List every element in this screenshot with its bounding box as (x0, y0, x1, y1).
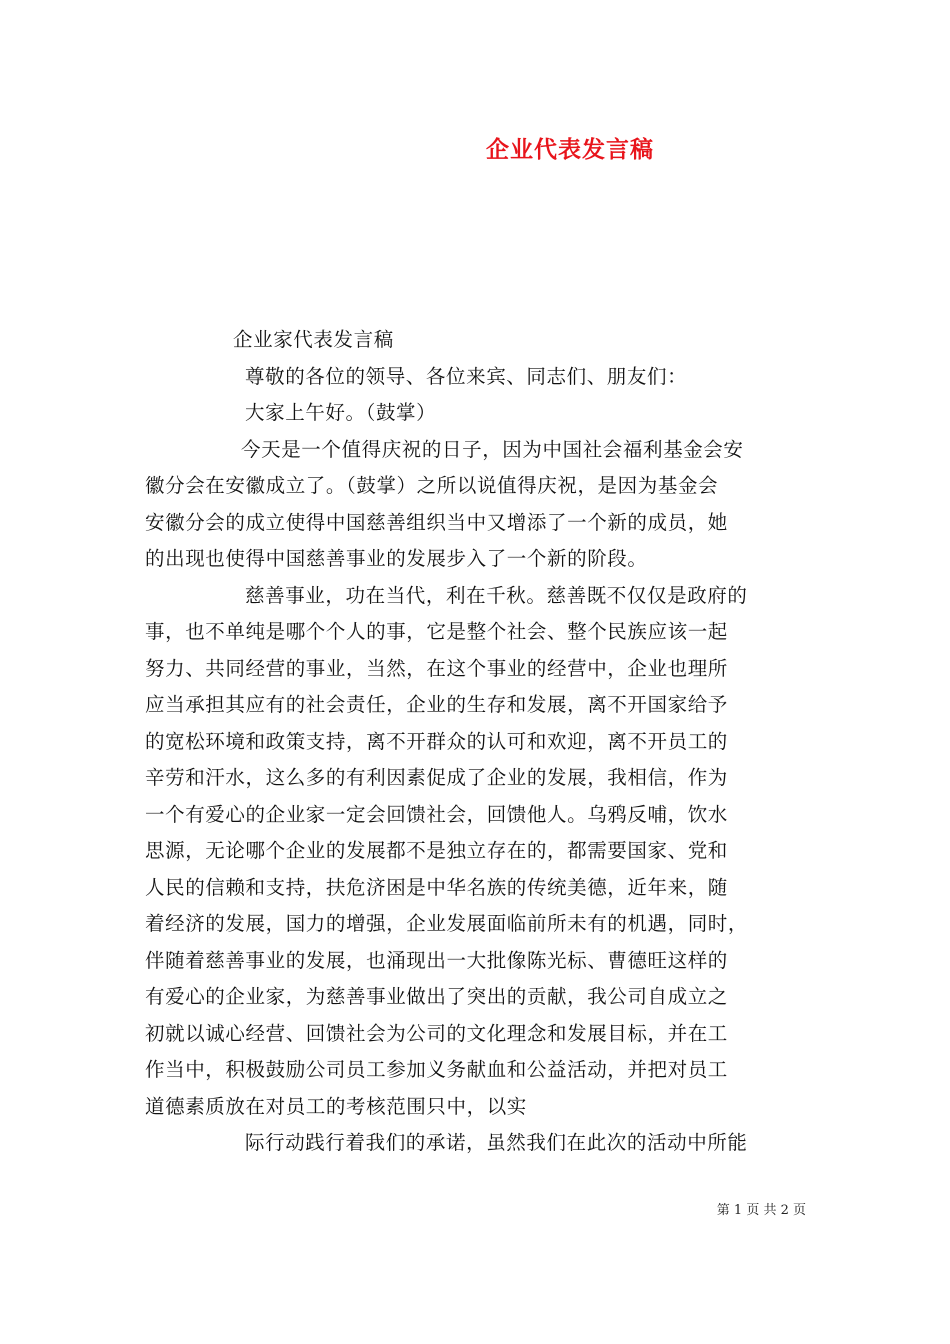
paragraph-line: 一个有爱心的企业家一定会回馈社会，回馈他人。乌鸦反哺，饮水 (145, 802, 728, 826)
paragraph-1 (145, 432, 813, 578)
paragraph-line: 人民的信赖和支持，扶危济困是中华名族的传统美德，近年来，随 (145, 875, 728, 899)
paragraph-line: 慈善事业，功在当代，利在千秋。慈善既不仅仅是政府的 (245, 583, 748, 607)
paragraph-line: 伴随着慈善事业的发展，也涌现出一大批像陈光标、曹德旺这样的 (145, 948, 728, 972)
paragraph-line: 事，也不单纯是哪个个人的事，它是整个社会、整个民族应该一起 (145, 620, 728, 643)
paragraph-line: 作当中，积极鼓励公司员工参加义务献血和公益活动，并把对员工 (145, 1058, 728, 1081)
paragraph-line: 道德素质放在对员工的考核范围只中，以实 (145, 1094, 527, 1118)
salutation-line: 尊敬的各位的领导、各位来宾、同志们、朋友们： (245, 364, 688, 388)
document-body (145, 322, 813, 1162)
page-indicator: 第 1 页 共 2 页 (716, 1203, 806, 1218)
paragraph-line: 辛劳和汗水，这么多的有利因素促成了企业的发展，我相信，作为 (145, 766, 728, 789)
paragraph-line: 的宽松环境和政策支持，离不开群众的认可和欢迎，离不开员工的 (145, 729, 728, 753)
paragraph-line: 有爱心的企业家，为慈善事业做出了突出的贡献，我公司自成立之 (145, 985, 728, 1008)
paragraph-line: 应当承担其应有的社会责任，企业的生存和发展，离不开国家给予 (145, 693, 728, 716)
paragraph-line: 今天是一个值得庆祝的日子，因为中国社会福利基金会安 (241, 437, 744, 461)
paragraph-line: 的出现也使得中国慈善事业的发展步入了一个新的阶段。 (145, 547, 648, 570)
document-title: 企业代表发言稿 (486, 136, 654, 163)
paragraph-line: 际行动践行着我们的承诺，虽然我们在此次的活动中所能 (245, 1131, 748, 1154)
paragraph-line: 初就以诚心经营、回馈社会为公司的文化理念和发展目标，并在工 (145, 1021, 728, 1045)
paragraph-line: 思源，无论哪个企业的发展都不是独立存在的，都需要国家、党和 (145, 839, 728, 862)
paragraph-2 (145, 578, 813, 1126)
paragraph-line: 徽分会在安徽成立了。（鼓掌）之所以说值得庆祝，是因为基金会 (145, 474, 719, 497)
greeting-line: 大家上午好。（鼓掌） (245, 401, 437, 424)
paragraph-line: 努力、共同经营的事业，当然，在这个事业的经营中，企业也理所 (145, 656, 728, 680)
document-subtitle: 企业家代表发言稿 (233, 328, 394, 351)
paragraph-line: 安徽分会的成立使得中国慈善组织当中又增添了一个新的成员，她 (145, 510, 728, 534)
paragraph-3 (145, 1125, 813, 1162)
paragraph-line: 着经济的发展，国力的增强，企业发展面临前所未有的机遇，同时， (145, 912, 749, 935)
